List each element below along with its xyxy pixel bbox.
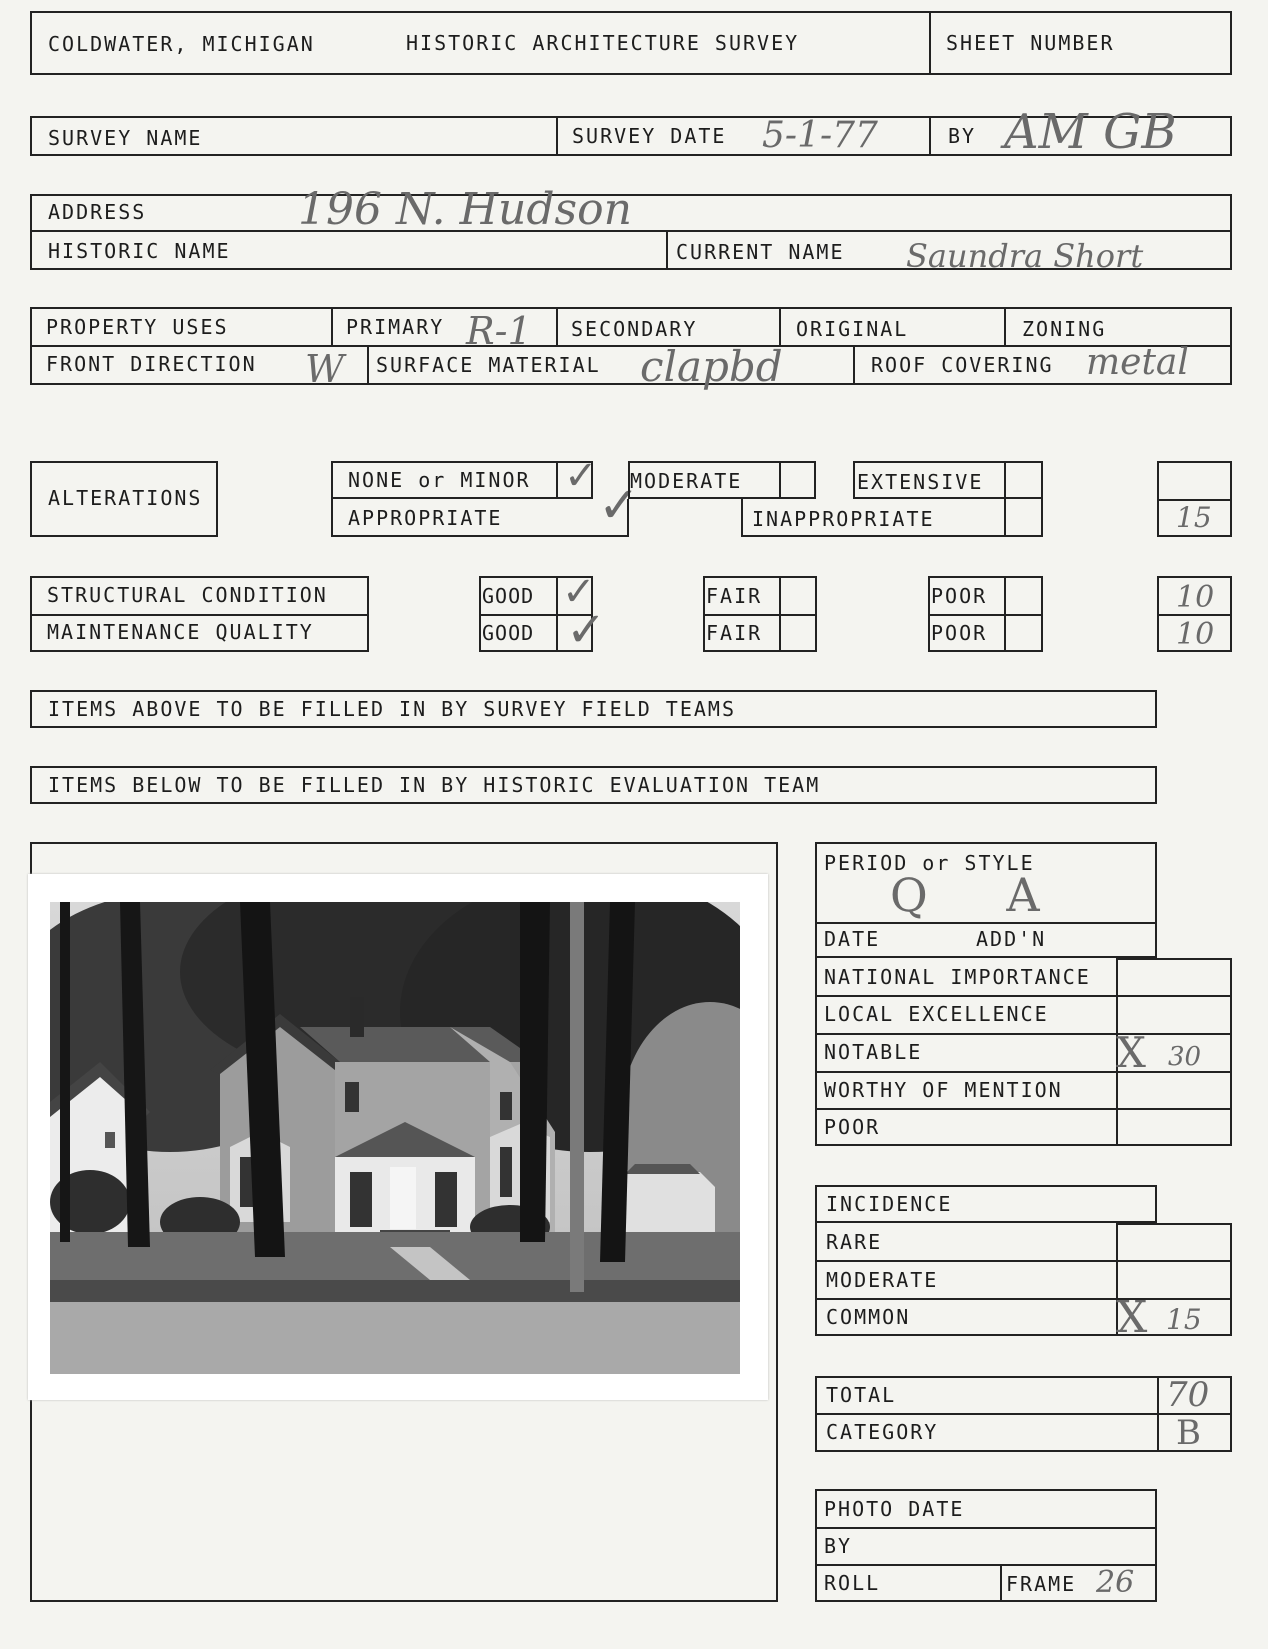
primary-value: R-1: [466, 309, 532, 353]
survey-divider-1: [556, 116, 558, 156]
address-value: 196 N. Hudson: [298, 184, 632, 235]
importance-row-4: [815, 1108, 1232, 1110]
primary-label: PRIMARY: [346, 315, 445, 339]
current-name-label: CURRENT NAME: [676, 240, 845, 264]
local-excellence-label: LOCAL EXCELLENCE: [824, 1002, 1049, 1026]
common-mark: X: [1116, 1292, 1148, 1343]
extensive-label: EXTENSIVE: [857, 470, 984, 494]
uses-divider-3: [779, 307, 781, 347]
date-label: DATE: [824, 927, 881, 951]
uses-divider-4: [1004, 307, 1006, 347]
surface-material-label: SURFACE MATERIAL: [376, 353, 601, 377]
appropriate-label: APPROPRIATE: [348, 506, 503, 530]
notes-below: ITEMS BELOW TO BE FILLED IN BY HISTORIC EVALUATION TEAM: [48, 773, 821, 797]
poor-check-divider: [1004, 576, 1006, 652]
importance-row-2: [815, 1033, 1232, 1035]
photo-by-label: BY: [824, 1534, 853, 1558]
importance-top-right: [1116, 958, 1232, 960]
poor-rating-label: POOR: [824, 1115, 881, 1139]
category-value: B: [1176, 1413, 1201, 1453]
structural-score: 10: [1176, 580, 1215, 615]
survey-date-value: 5-1-77: [762, 115, 878, 156]
uses-divider-1: [331, 307, 333, 347]
roof-covering-value: metal: [1086, 342, 1189, 383]
maintenance-good-label: GOOD: [482, 621, 535, 645]
moderate-label: MODERATE: [630, 469, 743, 493]
survey-name-label: SURVEY NAME: [48, 126, 203, 150]
totals-score-divider: [1157, 1376, 1159, 1452]
inappropriate-label: INAPPROPRIATE: [752, 507, 935, 531]
frame-label: FRAME: [1006, 1572, 1077, 1596]
historic-name-label: HISTORIC NAME: [48, 239, 231, 263]
original-label: ORIGINAL: [796, 317, 909, 341]
structural-good-check: ✓: [562, 569, 596, 615]
fair-check-divider: [779, 576, 781, 652]
good-check-divider: [556, 576, 558, 652]
addn-label: ADD'N: [976, 927, 1047, 951]
address-label: ADDRESS: [48, 200, 147, 224]
incidence-top-right: [1116, 1223, 1232, 1225]
total-label: TOTAL: [826, 1383, 897, 1407]
moderate-incidence-label: MODERATE: [826, 1268, 939, 1292]
maintenance-fair-label: FAIR: [706, 621, 763, 645]
incidence-label: INCIDENCE: [826, 1192, 953, 1216]
maintenance-good-check: ✓: [566, 602, 607, 658]
frame-divider: [1000, 1564, 1002, 1602]
front-divider-2: [853, 347, 855, 385]
period-date-line: [815, 922, 1157, 924]
frame-value: 26: [1096, 1565, 1135, 1600]
alterations-score: 15: [1176, 501, 1212, 534]
period-style-value: Q A: [890, 868, 1072, 922]
rare-label: RARE: [826, 1230, 883, 1254]
none-minor-label: NONE or MINOR: [348, 468, 531, 492]
category-label: CATEGORY: [826, 1420, 939, 1444]
survey-date-label: SURVEY DATE: [572, 124, 727, 148]
national-importance-label: NATIONAL IMPORTANCE: [824, 965, 1091, 989]
house-photo-image: [50, 902, 740, 1374]
notable-label: NOTABLE: [824, 1040, 923, 1064]
secondary-label: SECONDARY: [571, 317, 698, 341]
notes-above: ITEMS ABOVE TO BE FILLED IN BY SURVEY FIELD TEAMS: [48, 697, 737, 721]
photo-info-row-1: [815, 1527, 1157, 1529]
survey-divider-2: [929, 116, 931, 156]
notable-mark: X: [1116, 1028, 1146, 1077]
survey-by-label: BY: [948, 124, 977, 148]
structural-good-label: GOOD: [482, 584, 535, 608]
condition-labels-line: [30, 614, 369, 616]
sheet-number-label: SHEET NUMBER: [946, 31, 1115, 55]
worthy-of-mention-label: WORTHY OF MENTION: [824, 1078, 1063, 1102]
current-name-divider: [666, 230, 668, 270]
roof-covering-label: ROOF COVERING: [871, 353, 1054, 377]
common-label: COMMON: [826, 1305, 911, 1329]
period-style-label: PERIOD or STYLE: [824, 851, 1035, 875]
notable-score: 30: [1168, 1042, 1202, 1072]
fair-box-line: [703, 614, 817, 616]
structural-poor-label: POOR: [931, 584, 988, 608]
survey-by-value: AM GB: [1004, 104, 1177, 160]
importance-row-1: [815, 995, 1232, 997]
current-name-value: Saundra Short: [906, 237, 1144, 275]
surface-material-value: clapbd: [640, 342, 783, 391]
front-direction-value: W: [305, 347, 345, 391]
total-value: 70: [1166, 1375, 1210, 1415]
structural-fair-label: FAIR: [706, 584, 763, 608]
none-minor-check: ✓: [564, 453, 598, 499]
none-minor-check-divider: [556, 461, 558, 499]
incidence-row-2: [815, 1298, 1232, 1300]
city-label: COLDWATER, MICHIGAN: [48, 32, 315, 56]
maintenance-poor-label: POOR: [931, 621, 988, 645]
house-photograph: [50, 902, 740, 1374]
alterations-label: ALTERATIONS: [48, 486, 203, 510]
photo-date-label: PHOTO DATE: [824, 1497, 965, 1521]
header-divider: [929, 11, 931, 75]
moderate-check-divider: [779, 461, 781, 499]
roll-label: ROLL: [824, 1571, 881, 1595]
form-title: HISTORIC ARCHITECTURE SURVEY: [406, 31, 800, 55]
common-score: 15: [1166, 1303, 1202, 1336]
uses-divider-2: [556, 307, 558, 347]
structural-condition-label: STRUCTURAL CONDITION: [47, 583, 328, 607]
front-divider-1: [367, 347, 369, 385]
maintenance-quality-label: MAINTENANCE QUALITY: [47, 620, 314, 644]
zoning-label: ZONING: [1022, 317, 1107, 341]
appropriate-check: ✓: [598, 476, 640, 534]
maintenance-score: 10: [1176, 617, 1215, 652]
poor-box-line: [928, 614, 1043, 616]
property-uses-label: PROPERTY USES: [46, 315, 229, 339]
incidence-row-1: [815, 1260, 1232, 1262]
front-direction-label: FRONT DIRECTION: [46, 352, 257, 376]
